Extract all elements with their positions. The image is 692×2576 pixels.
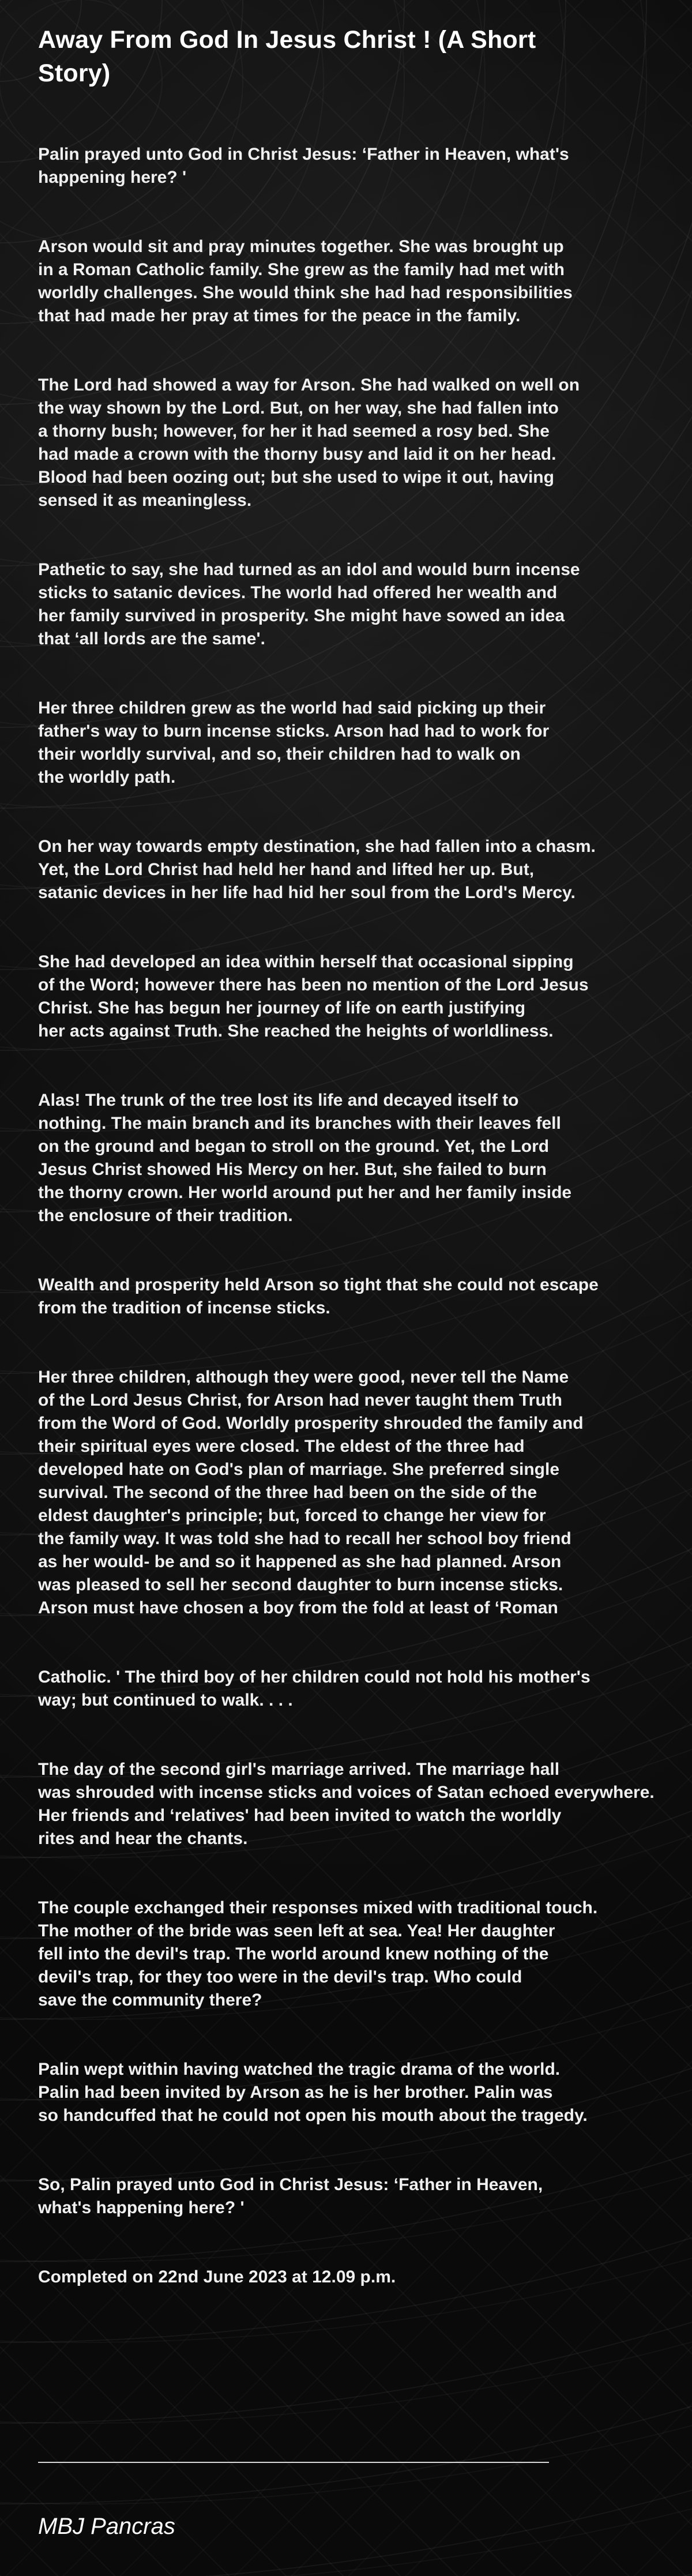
poem-paragraph: Wealth and prosperity held Arson so tight that she could not escape from the tradition of incense sticks.	[38, 1275, 599, 1317]
poem-container	[38, 23, 661, 2312]
author-name[interactable]: MBJ Pancras	[38, 2514, 175, 2539]
poem-paragraph: Her three children, although they were good, never tell the Name of the Lord Jesus Christ, for Arson had never taught them Truth from the Word of God. Worldly prosperity shrouded the family and their spiritual eyes were closed. The eldest of the three had developed hate on God's plan of marriage. She preferred single survival. The second of the three had been on the side of the eldest daughter's principle; but, forced to change her view for the family way. It was told she had to recall her school boy friend as her would- be and so it happened as she had planned. Arson was pleased to sell her second daughter to burn incense sticks. Arson must have chosen a boy from the fold at least of ‘Roman	[38, 1368, 584, 1617]
poem-paragraph: The couple exchanged their responses mixed with traditional touch. The mother of the bride was seen left at sea. Yea! Her daughter fell into the devil's trap. The world around knew nothing of the devil's trap, for they too were in the devil's trap. Who could save the community there?	[38, 1898, 598, 2010]
poem-paragraph: Palin wept within having watched the tragic drama of the world. Palin had been invited by Arson as he is her brother. Palin was so handcuffed that he could not open his mouth about the tragedy.	[38, 2060, 588, 2125]
poem-paragraph: She had developed an idea within herself that occasional sipping of the Word; however there has been no mention of the Lord Jesus Christ. She has begun her journey of life on earth justifying her acts against Truth. She reached the heights of worldliness.	[38, 952, 589, 1041]
poem-paragraph: Arson would sit and pray minutes together. She was brought up in a Roman Catholic family. She grew as the family had met with worldly challenges. She would think she had had responsibilities that had made her pray at times for the peace in the family.	[38, 237, 573, 325]
poem-paragraph: Alas! The trunk of the tree lost its life and decayed itself to nothing. The main branch and its branches with their leaves fell on the ground and began to stroll on the ground. Yet, the Lord Jesus Christ showed His Mercy on her. But, she failed to burn the thorny crown. Her world around put her and her family inside the enclosure of their tradition.	[38, 1091, 572, 1225]
completion-note: Completed on 22nd June 2023 at 12.09 p.m.	[38, 2267, 396, 2286]
poem-title: Away From God In Jesus Christ ! (A Short Story)	[38, 26, 536, 87]
poem-body	[38, 120, 661, 2312]
poem-paragraph: Palin prayed unto God in Christ Jesus: ‘Father in Heaven, what's happening here? '	[38, 145, 569, 187]
poem-paragraph: The day of the second girl's marriage arrived. The marriage hall was shrouded with incense sticks and voices of Satan echoed everywhere. Her friends and ‘relatives' had been invited to watch the worldly rites and hear the chants.	[38, 1760, 655, 1848]
poem-paragraph: Pathetic to say, she had turned as an idol and would burn incense sticks to satanic devices. The world had offered her wealth and her family survived in prosperity. She might have sowed an idea that ‘all lords are the same'.	[38, 560, 580, 648]
poem-paragraph: So, Palin prayed unto God in Christ Jesus: ‘Father in Heaven, what's happening here? '	[38, 2175, 543, 2217]
poem-paragraph: The Lord had showed a way for Arson. She had walked on well on the way shown by the Lord. But, on her way, she had fallen into a thorny bush; however, for her it had seemed a rosy bed. She had made a crown with the thorny busy and laid it on her head. Blood had been oozing out; but she used to wipe it out, having sensed it as meaningless.	[38, 375, 580, 510]
poem-paragraph: Her three children grew as the world had said picking up their father's way to burn incense sticks. Arson had had to work for their worldly survival, and so, their children had to walk on the worldly path.	[38, 699, 550, 787]
poem-paragraph: On her way towards empty destination, she had fallen into a chasm. Yet, the Lord Christ had held her hand and lifted her up. But, satanic devices in her life had hid her soul from the Lord's Mercy.	[38, 837, 596, 902]
poem-paragraph: Catholic. ' The third boy of her children could not hold his mother's way; but continued to walk. . . .	[38, 1668, 591, 1710]
divider	[38, 2462, 549, 2463]
